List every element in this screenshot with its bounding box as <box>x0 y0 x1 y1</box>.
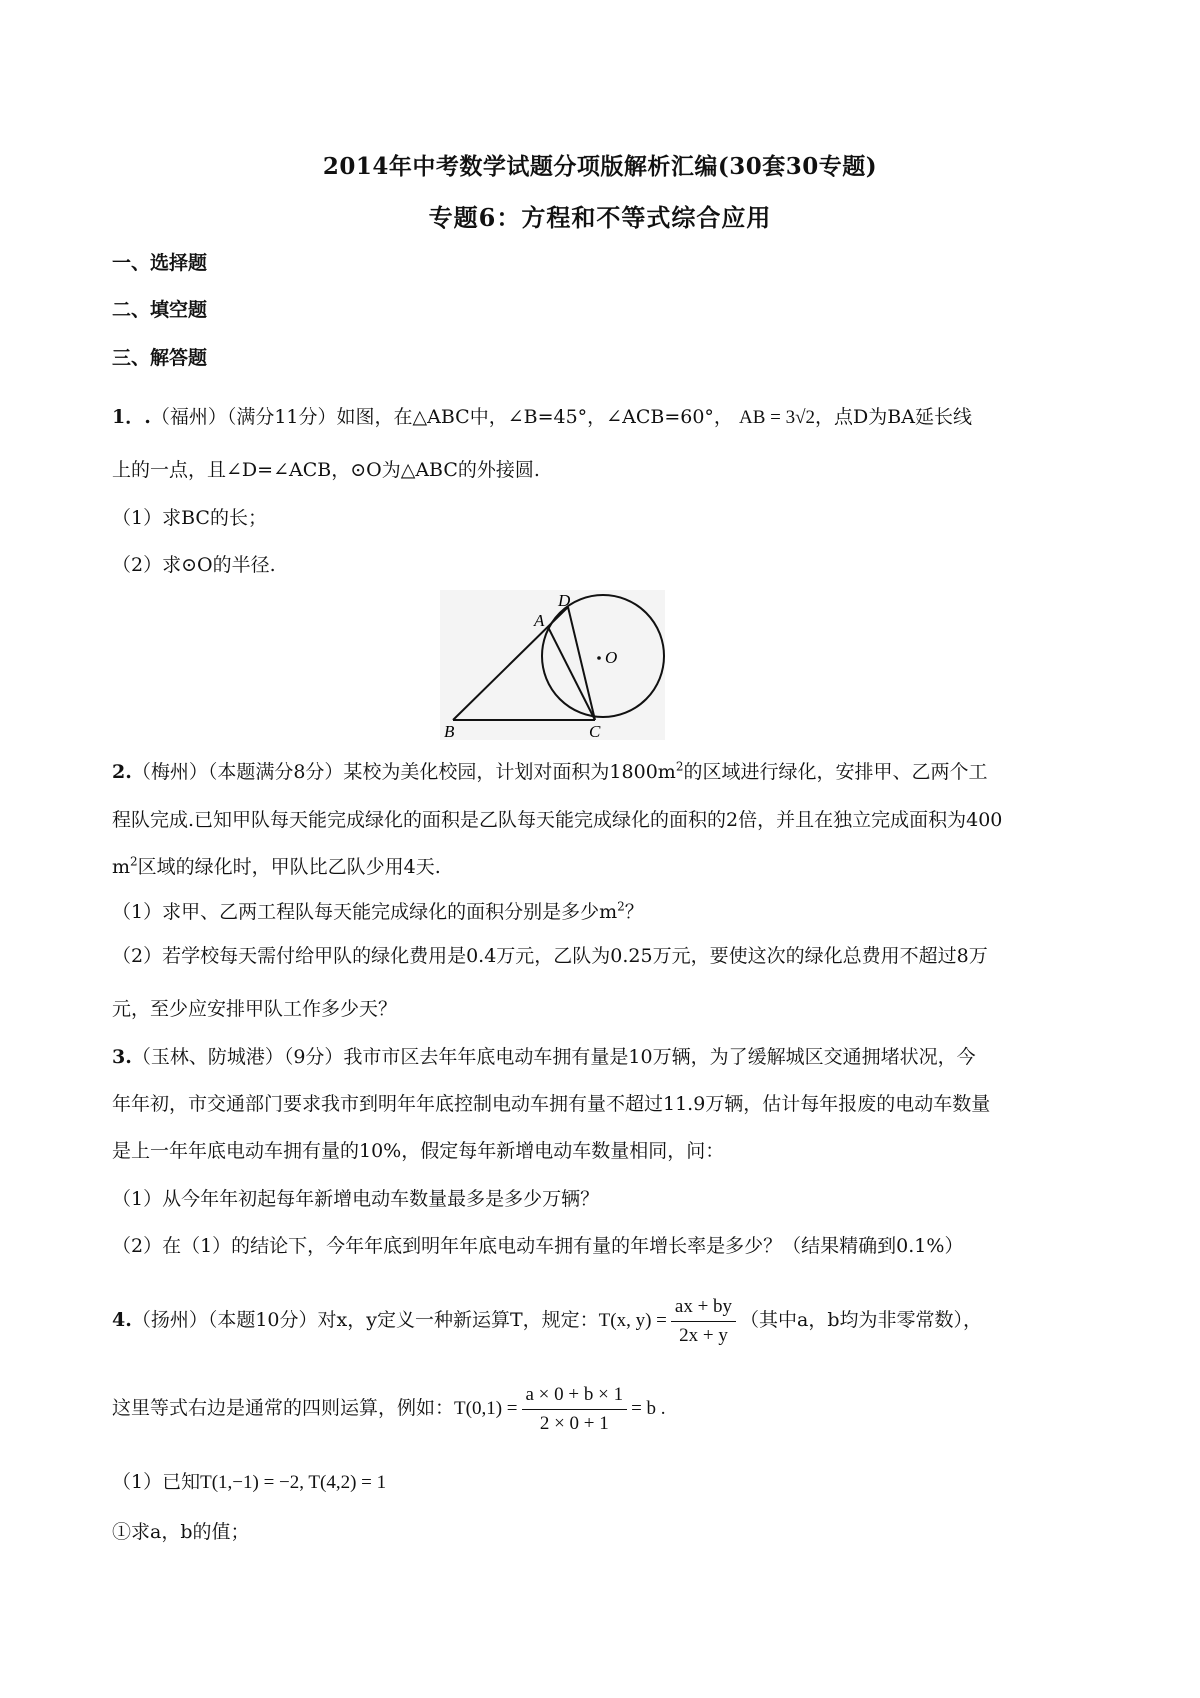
circle-triangle-diagram <box>440 590 665 740</box>
q4-example-numerator: a × 0 + b × 1 <box>522 1383 628 1410</box>
center-point <box>597 656 601 660</box>
q4-example-rhs: = b . <box>631 1398 666 1419</box>
q2-part1-end: ？ <box>624 901 644 923</box>
q1-line2: 上的一点，且∠D=∠ACB，⊙O为△ABC的外接圆. <box>112 459 540 481</box>
label-b: B <box>444 722 455 740</box>
q4-example-denominator: 2 × 0 + 1 <box>539 1412 609 1434</box>
q4-part1-i: ①求a，b的值； <box>112 1521 250 1543</box>
q3-number: 3. <box>112 1046 132 1068</box>
q2-part1 <box>112 898 1102 926</box>
q1-part1: （1）求BC的长； <box>112 507 267 529</box>
q1-text-b: ，点D为BA延长线 <box>815 406 972 428</box>
q1-math-ab: AB = 3√2 <box>738 407 816 428</box>
segment-dc <box>568 607 595 720</box>
section-choice: 一、选择题 <box>112 252 208 274</box>
q4-number: 4. <box>112 1309 132 1331</box>
q4-def-fraction <box>671 1295 736 1348</box>
q2-line3-unit: m <box>112 856 131 878</box>
q3-line1 <box>112 1043 1102 1071</box>
q4-line1 <box>112 1290 1102 1351</box>
document-title: 2014年中考数学试题分项版解析汇编(30套30专题) <box>322 153 878 180</box>
label-c: C <box>589 722 601 740</box>
q1-number: 1．. <box>112 406 151 428</box>
q3-line3: 是上一年年底电动车拥有量的10%，假定每年新增电动车数量相同，问： <box>112 1140 725 1162</box>
q3-part1: （1）从今年年初起每年新增电动车数量最多是多少万辆？ <box>112 1188 600 1210</box>
q2-part1-text: （1）求甲、乙两工程队每天能完成绿化的面积分别是多少m <box>112 901 618 923</box>
q2-sup-b: 2 <box>130 854 138 869</box>
q2-text-b: 的区域进行绿化，安排甲、乙两个工 <box>683 761 988 783</box>
q1-part2: （2）求⊙O的半径. <box>112 554 276 576</box>
q4-text-b: （其中a，b均为非零常数）， <box>740 1309 983 1331</box>
q3-text: （玉林、防城港）（9分）我市市区去年年底电动车拥有量是10万辆，为了缓解城区交通拥堵状况，今 <box>131 1046 976 1068</box>
document-subtitle: 专题6：方程和不等式综合应用 <box>428 203 772 232</box>
q4-part1-text: （1）已知 <box>112 1471 201 1493</box>
q4-def-numerator: ax + by <box>671 1295 736 1322</box>
q4-example-lhs: T(0,1) = <box>454 1398 518 1419</box>
q4-line2 <box>112 1378 1102 1439</box>
q1-text-a: （福州）（满分11分）如图，在△ABC中，∠B=45°，∠ACB=60°， <box>150 406 733 428</box>
q2-sup-a: 2 <box>675 759 684 774</box>
q4-example-fraction <box>522 1383 628 1436</box>
q2-line2: 程队完成.已知甲队每天能完成绿化的面积是乙队每天能完成绿化的面积的2倍，并且在独立完成面积为400 <box>112 809 1003 831</box>
label-a: A <box>534 611 545 630</box>
q2-part2: （2）若学校每天需付给甲队的绿化费用是0.4万元，乙队为0.25万元，要使这次的绿化总费用不超过8万 <box>112 945 988 967</box>
q2-line3-text: 区域的绿化时，甲队比乙队少用4天. <box>137 856 441 878</box>
q3-part2: （2）在（1）的结论下，今年年底到明年年底电动车拥有量的年增长率是多少？（结果精确到0.1%） <box>112 1235 964 1257</box>
q2-text-a: （梅州）（本题满分8分）某校为美化校园，计划对面积为1800m <box>131 761 676 783</box>
q4-def-denominator: 2x + y <box>679 1324 728 1346</box>
label-o: O <box>605 648 618 667</box>
label-d: D <box>558 591 571 610</box>
section-answer: 三、解答题 <box>112 347 208 369</box>
q3-line2: 年年初，市交通部门要求我市到明年年底控制电动车拥有量不超过11.9万辆，估计每年报废的电动车数量 <box>112 1093 991 1115</box>
segment-ac <box>548 627 595 720</box>
q1-line1 <box>112 403 1102 432</box>
q2-line1 <box>112 758 1102 786</box>
q4-part1 <box>112 1468 1102 1497</box>
q2-number: 2. <box>112 761 132 783</box>
q4-example-text: 这里等式右边是通常的四则运算，例如： <box>112 1397 455 1419</box>
geometry-figure <box>440 590 665 740</box>
q2-part2-cont: 元，至少应安排甲队工作多少天？ <box>112 998 398 1020</box>
q4-part1-math: T(1,−1) = −2, T(4,2) = 1 <box>200 1472 387 1493</box>
q4-text-a: （扬州）（本题10分）对x，y定义一种新运算T，规定： <box>131 1309 599 1331</box>
q4-def-lhs: T(x, y) = <box>598 1310 667 1331</box>
q2-sup-c: 2 <box>617 899 625 914</box>
segment-bd <box>453 607 568 720</box>
q2-line3 <box>112 853 1102 881</box>
section-fill: 二、填空题 <box>112 299 208 321</box>
